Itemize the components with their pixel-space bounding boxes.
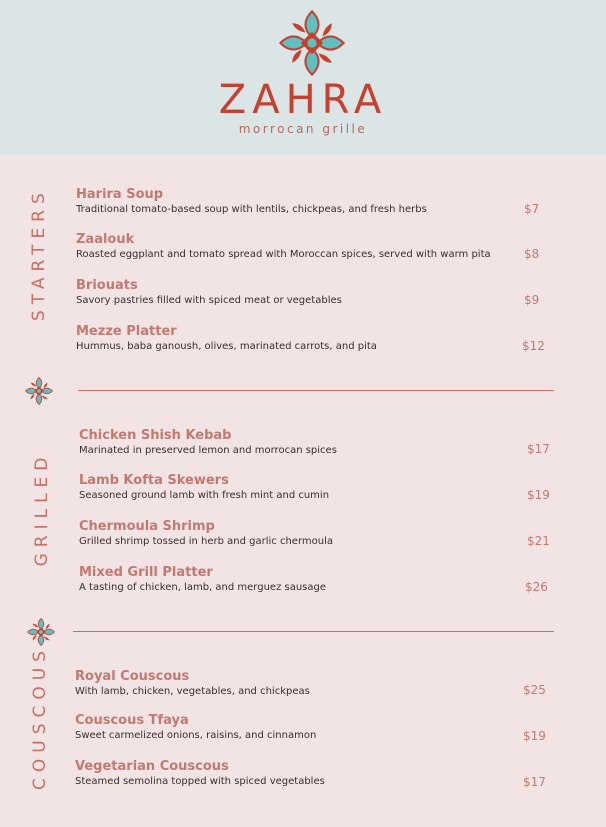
section-divider — [73, 631, 554, 632]
brand-name: ZAHRA — [218, 77, 388, 123]
section-label-couscous: COUSCOUS — [30, 645, 50, 790]
flower-divider-icon — [27, 618, 55, 646]
item-description: Steamed semolina topped with spiced vegetables — [75, 776, 325, 787]
item-price: $12 — [522, 339, 545, 353]
menu-item — [76, 277, 342, 308]
menu-item — [79, 427, 337, 458]
item-description: Marinated in preserved lemon and morrocan spices — [79, 445, 337, 456]
menu-item — [75, 758, 325, 789]
item-description: Savory pastries filled with spiced meat or vegetables — [76, 295, 342, 306]
item-description: Sweet carmelized onions, raisins, and cinnamon — [75, 730, 317, 741]
item-price: $21 — [527, 534, 550, 548]
item-description: A tasting of chicken, lamb, and merguez sausage — [79, 582, 327, 593]
item-name: Chermoula Shrimp — [79, 519, 215, 534]
item-price: $19 — [523, 729, 546, 743]
item-price: $8 — [524, 247, 540, 261]
flower-divider-icon — [25, 377, 53, 405]
item-price: $7 — [524, 202, 540, 216]
brand-tagline: morrocan grille — [238, 122, 368, 136]
section-label-starters: STARTERS — [29, 187, 49, 321]
item-price: $19 — [527, 488, 550, 502]
item-name: Mezze Platter — [76, 324, 177, 339]
item-name: Mixed Grill Platter — [79, 565, 213, 580]
item-description: Traditional tomato-based soup with lentils, chickpeas, and fresh herbs — [76, 204, 427, 215]
header-banner — [0, 0, 606, 155]
item-price: $25 — [523, 683, 546, 697]
menu-item — [79, 472, 329, 503]
menu-item — [79, 518, 333, 549]
item-price: $17 — [523, 775, 546, 789]
item-name: Royal Couscous — [75, 669, 190, 684]
item-name: Vegetarian Couscous — [75, 759, 229, 774]
item-description: Seasoned ground lamb with fresh mint and cumin — [79, 490, 330, 501]
item-name: Couscous Tfaya — [75, 713, 189, 728]
item-name: Briouats — [76, 278, 138, 293]
item-name: Zaalouk — [76, 232, 135, 247]
menu-item — [76, 186, 427, 217]
flower-logo-icon — [279, 10, 345, 76]
item-price: $17 — [527, 442, 550, 456]
item-name: Harira Soup — [76, 187, 164, 202]
item-name: Lamb Kofta Skewers — [79, 473, 229, 488]
item-description: Grilled shrimp tossed in herb and garlic chermoula — [79, 536, 333, 547]
section-divider — [78, 390, 554, 391]
item-description: With lamb, chicken, vegetables, and chickpeas — [75, 686, 310, 697]
menu-item — [79, 564, 326, 595]
item-price: $26 — [525, 580, 548, 594]
item-description: Roasted eggplant and tomato spread with Moroccan spices, served with warm pita — [76, 249, 491, 260]
menu-item — [75, 668, 310, 699]
menu-item — [76, 231, 491, 262]
menu-item — [76, 323, 377, 354]
item-description: Hummus, baba ganoush, olives, marinated carrots, and pita — [76, 341, 377, 352]
section-label-grilled: GRILLED — [32, 451, 52, 567]
menu-item — [75, 712, 316, 743]
item-name: Chicken Shish Kebab — [79, 428, 232, 443]
item-price: $9 — [524, 293, 540, 307]
